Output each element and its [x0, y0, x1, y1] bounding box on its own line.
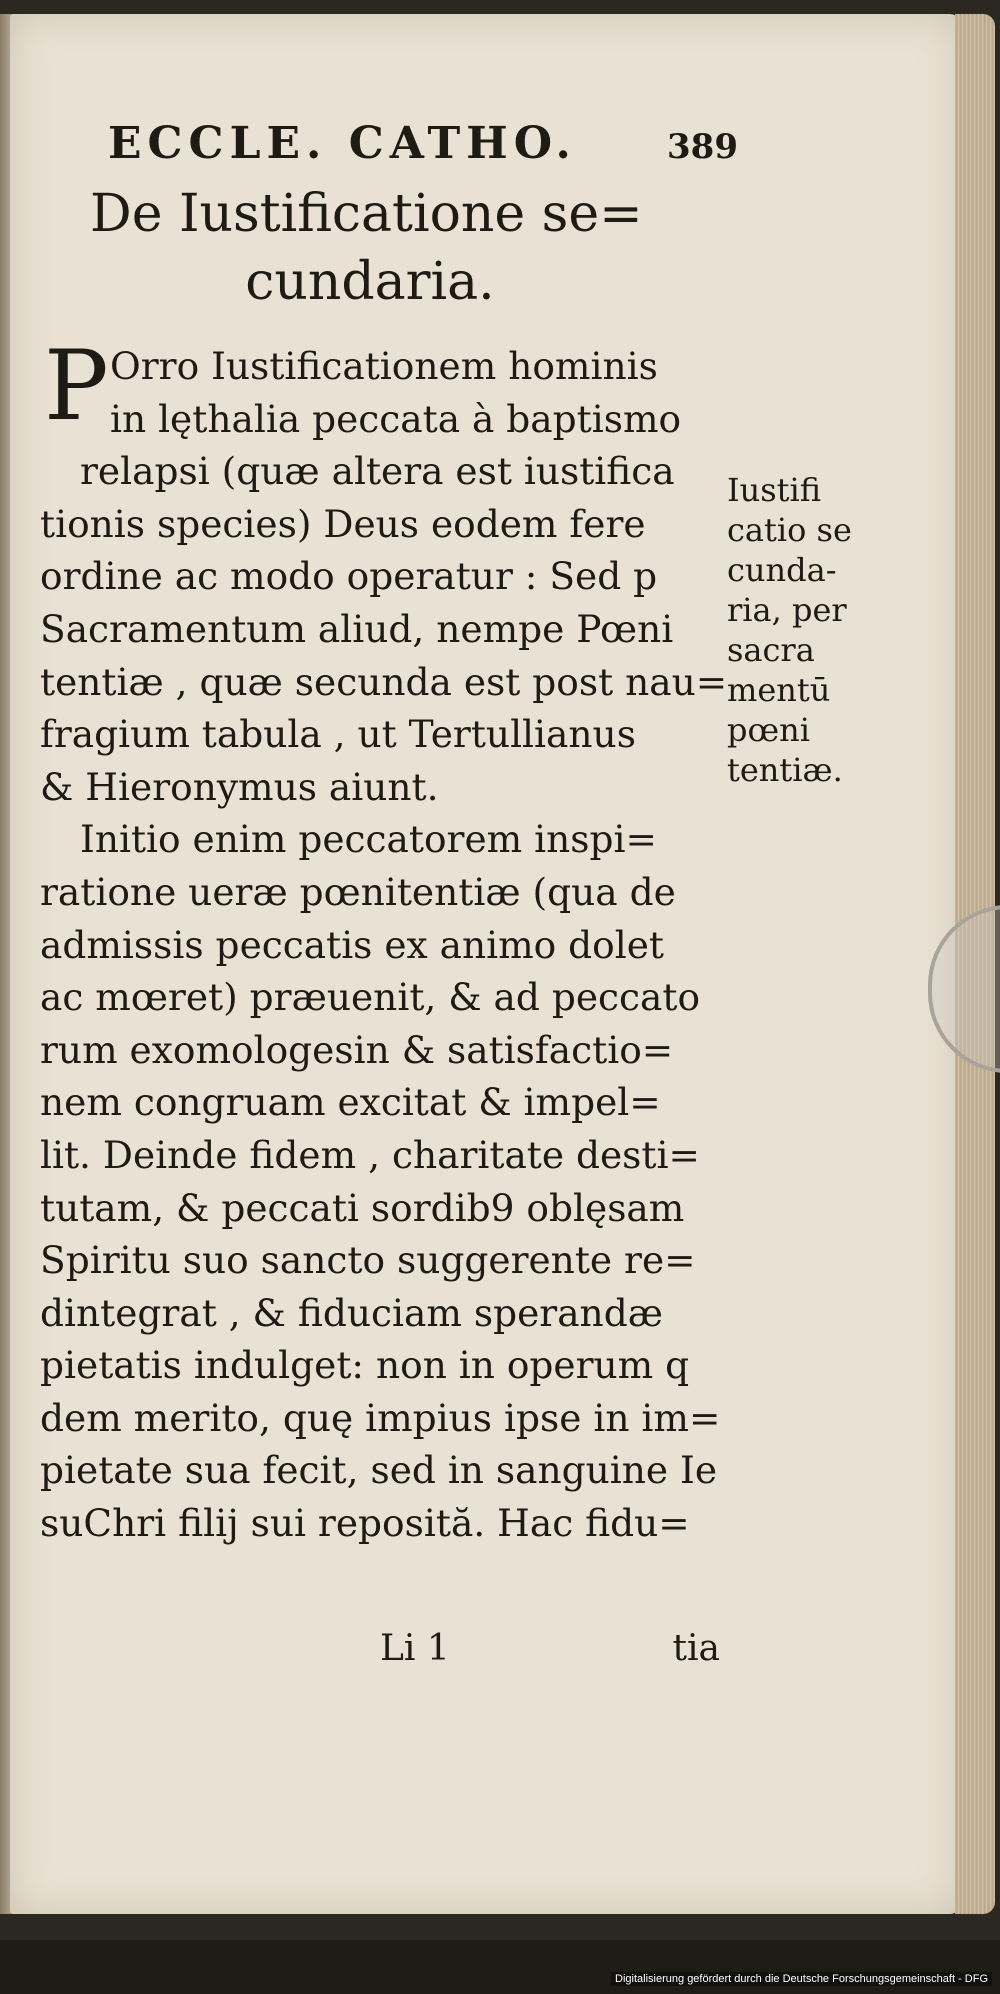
margin-note-line: ria, per: [727, 591, 847, 629]
body-line: pietate sua fecit, sed in sanguine Ie: [40, 1448, 718, 1493]
body-line: fragium tabula , ut Tertullianus: [40, 712, 636, 757]
running-head: [108, 118, 738, 169]
body-line: dintegrat , & fiduciam sperandæ: [40, 1290, 663, 1335]
body-line: & Hieronymus aiunt.: [40, 764, 439, 809]
section-title: [90, 180, 650, 316]
body-line: tionis species) Deus eodem fere: [40, 501, 646, 546]
section-title-line-2: cundaria.: [245, 252, 495, 312]
body-line: ordine ac modo operatur : Sed p: [40, 554, 658, 599]
digitization-credit: Digitalisierung gefördert durch die Deutsche Forschungsgemeinschaft - DFG: [611, 1972, 992, 1986]
body-line: lit. Deinde fidem , charitate desti=: [40, 1132, 700, 1177]
body-line: Spiritu suo sancto suggerente re=: [40, 1238, 696, 1283]
drop-cap: P: [44, 330, 109, 442]
body-line: Sacramentum aliud, nempe Pœni: [40, 606, 674, 651]
margin-note-line: tentiæ.: [727, 751, 843, 789]
body-line: rum exomologesin & satisfactio=: [40, 1027, 674, 1072]
body-line: in lęthalia peccata à baptismo: [110, 396, 682, 441]
body-line: Initio enim peccatorem inspi=: [80, 817, 657, 862]
catchword-line: [380, 1628, 720, 1669]
margin-note-line: catio se: [727, 511, 852, 549]
catchword: tia: [672, 1628, 720, 1669]
body-line: Orro Iustificationem hominis: [110, 344, 658, 388]
page-number: 389: [667, 127, 738, 167]
margin-note-line: pœni: [727, 711, 810, 749]
margin-note-line: cunda-: [727, 551, 837, 589]
body-line: dem merito, quę impius ipse in im=: [40, 1395, 721, 1440]
margin-note: [727, 470, 867, 790]
body-text: [40, 340, 730, 1550]
body-line: relapsi (quæ altera est iustifica: [80, 449, 675, 494]
body-line: admissis peccatis ex animo dolet: [40, 922, 665, 967]
section-title-line-1: De Iustificatione se=: [90, 184, 643, 244]
margin-note-line: mentū: [727, 671, 831, 709]
body-line: suChri filij sui reposită. Hac fidu=: [40, 1501, 690, 1546]
running-head-title: ECCLE. CATHO.: [108, 118, 577, 169]
body-line: pietatis indulget: non in operum q: [40, 1343, 690, 1388]
margin-note-line: sacra: [727, 631, 815, 669]
body-line: ratione ueræ pœnitentiæ (qua de: [40, 869, 676, 914]
body-line: tutam, & peccati sordib9 oblęsam: [40, 1185, 685, 1230]
signature-mark: Li 1: [380, 1628, 450, 1669]
body-line: nem congruam excitat & impel=: [40, 1080, 661, 1125]
body-line: tentiæ , quæ secunda est post nau=: [40, 659, 728, 704]
body-line: ac mœret) præuenit, & ad peccato: [40, 975, 701, 1020]
margin-note-line: Iustifi: [727, 471, 822, 509]
